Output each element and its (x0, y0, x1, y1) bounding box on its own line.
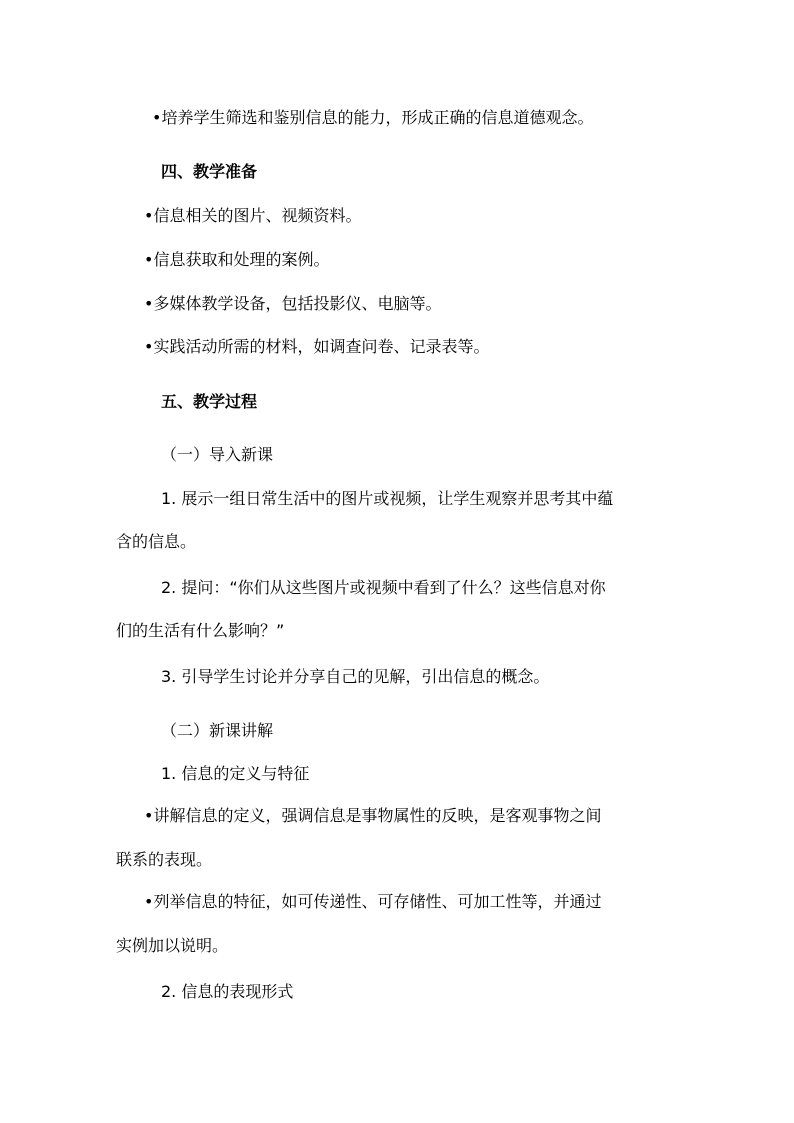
line-text: 3. 引导学生讨论并分享自己的见解，引出信息的概念。 (161, 667, 550, 686)
bullet-item (0, 250, 794, 270)
line-text: （二）新课讲解 (161, 721, 274, 740)
line-text: •列举信息的特征，如可传递性、可存储性、可加工性等，并通过 (144, 892, 602, 911)
section-heading (0, 392, 794, 412)
bullet-item (0, 806, 794, 826)
text-continuation (0, 532, 794, 552)
numbered-item (0, 489, 794, 509)
bullet-item (0, 892, 794, 912)
line-text: •多媒体教学设备，包括投影仪、电脑等。 (144, 294, 442, 313)
text-continuation (0, 621, 794, 641)
line-text: 2. 提问：“你们从这些图片或视频中看到了什么？这些信息对你 (161, 578, 606, 597)
text-continuation (0, 850, 794, 870)
text-line (0, 108, 794, 128)
bullet-item (0, 206, 794, 226)
line-text: 1. 展示一组日常生活中的图片或视频，让学生观察并思考其中蕴 (161, 489, 614, 508)
bullet-item (0, 294, 794, 314)
line-text: •培养学生筛选和鉴别信息的能力，形成正确的信息道德观念。 (152, 108, 594, 127)
line-text: 含的信息。 (116, 532, 197, 551)
subsection-heading (0, 445, 794, 465)
line-text: 1. 信息的定义与特征 (161, 764, 310, 783)
heading-text: 四、教学准备 (161, 162, 258, 181)
numbered-item (0, 764, 794, 784)
line-text: （一）导入新课 (161, 445, 274, 464)
line-text: 2. 信息的表现形式 (161, 982, 294, 1001)
line-text: 实例加以说明。 (116, 936, 229, 955)
line-text: •信息获取和处理的案例。 (144, 250, 330, 269)
line-text: •讲解信息的定义，强调信息是事物属性的反映，是客观事物之间 (144, 806, 602, 825)
subsection-heading (0, 721, 794, 741)
line-text: •信息相关的图片、视频资料。 (144, 206, 362, 225)
line-text: •实践活动所需的材料，如调查问卷、记录表等。 (144, 337, 490, 356)
bullet-item (0, 337, 794, 357)
line-text: 联系的表现。 (116, 850, 213, 869)
numbered-item (0, 667, 794, 687)
line-text: 们的生活有什么影响？” (116, 621, 285, 640)
text-continuation (0, 936, 794, 956)
numbered-item (0, 982, 794, 1002)
numbered-item (0, 578, 794, 598)
section-heading (0, 162, 794, 182)
heading-text: 五、教学过程 (161, 392, 258, 411)
